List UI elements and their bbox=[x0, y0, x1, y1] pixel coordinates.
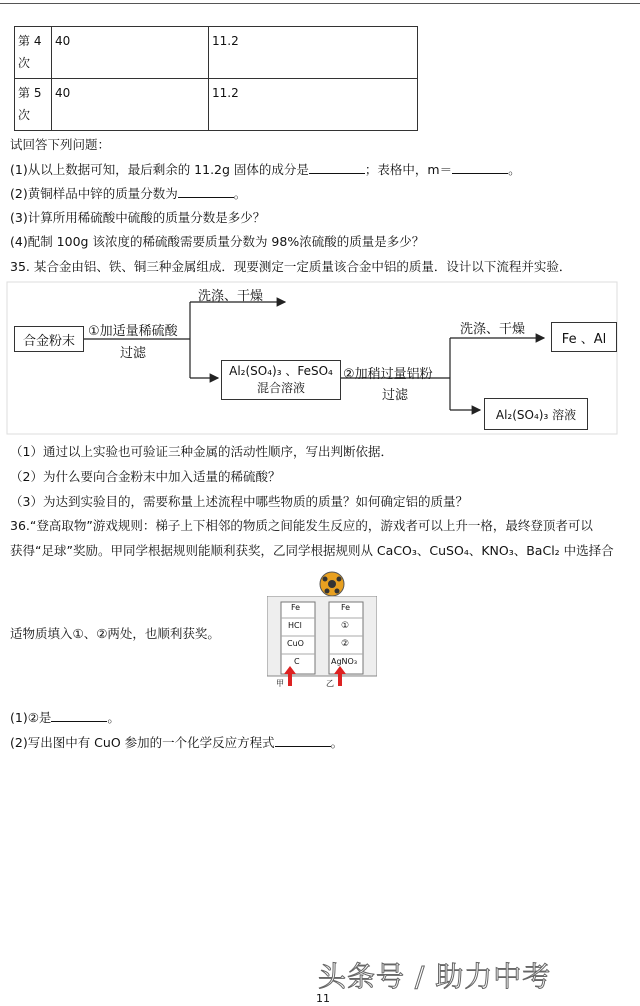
q35-title: 35. 某合金由铝、铁、铜三种金属组成．现要测定一定质量该合金中铝的质量．设计以下流程并实验． bbox=[10, 259, 572, 274]
ladder-right-cell: AgNO₃ bbox=[331, 657, 358, 666]
table-cell: 第 5 次 bbox=[15, 79, 52, 131]
q36-line-1: 36.“登高取物”游戏规则：梯子上下相邻的物质之间能发生反应的，游戏者可以上升一格，最终登顶者可以 bbox=[10, 518, 593, 533]
ladder-right-cell: ① bbox=[341, 621, 350, 631]
football-icon bbox=[318, 570, 346, 598]
ladder-left-cell: Fe bbox=[291, 603, 301, 612]
flow-product-fe-al: Fe 、Al bbox=[551, 322, 617, 352]
ladder-right-cell: ② bbox=[341, 639, 350, 649]
q36-answer-1 bbox=[10, 709, 120, 727]
q36-line-3: 适物质填入①、②两处，也顺利获奖。 bbox=[10, 626, 220, 641]
answer-blank bbox=[275, 734, 331, 747]
person-yi-label: 乙 bbox=[326, 679, 334, 688]
q34-q2-end: 。 bbox=[233, 186, 247, 201]
q34-q1-text: (1)从以上数据可知，最后剩余的 11.2g 固体的成分是 bbox=[10, 162, 309, 177]
solution-formula: Al₂(SO₄)₃ 、FeSO₄ bbox=[229, 364, 333, 378]
ladder-left-cell: C bbox=[294, 657, 300, 666]
q36-ans2-end: 。 bbox=[330, 735, 344, 750]
q35-sub-1: （1）通过以上实验也可验证三种金属的活动性顺序，写出判断依据． bbox=[10, 444, 393, 459]
q36-ans2-text: (2)写出图中有 CuO 参加的一个化学反应方程式 bbox=[10, 735, 275, 750]
q36-ans1-text: (1)②是 bbox=[10, 710, 52, 725]
q34-q1-end: 。 bbox=[508, 162, 521, 177]
ladder-game-figure bbox=[267, 596, 377, 692]
table-cell: 第 4 次 bbox=[15, 27, 52, 79]
table-cell: 40 bbox=[52, 27, 209, 79]
flow-wash1-label: 洗涤、干燥 bbox=[198, 289, 264, 304]
table-cell: 11.2 bbox=[209, 79, 418, 131]
table-cell: 40 bbox=[52, 79, 209, 131]
ladder-right-cell: Fe bbox=[341, 603, 351, 612]
answer-blank bbox=[51, 709, 107, 722]
q35-sub-2: （2）为什么要向合金粉末中加入适量的稀硫酸？ bbox=[10, 469, 281, 484]
person-jia-label: 甲 bbox=[276, 679, 284, 688]
flow-step2-label: ②加稍过量铝粉 bbox=[343, 367, 433, 382]
q34-question-4: (4)配制 100g 该浓度的稀硫酸需要质量分数为 98%浓硫酸的质量是多少？ bbox=[10, 234, 425, 249]
page-number: 11 bbox=[316, 992, 330, 1005]
flow-wash2-label: 洗涤、干燥 bbox=[460, 322, 526, 337]
ladder-left-cell: CuO bbox=[287, 639, 304, 648]
ladder-left-cell: HCl bbox=[288, 621, 302, 630]
q34-intro: 试回答下列问题： bbox=[10, 137, 111, 152]
q34-question-3: (3)计算所用稀硫酸中硫酸的质量分数是多少？ bbox=[10, 210, 266, 225]
q36-ans1-end: 。 bbox=[107, 710, 120, 725]
flow-filter1-label: 过滤 bbox=[120, 346, 147, 361]
q35-sub-3: （3）为达到实验目的，需要称量上述流程中哪些物质的质量？如何确定铝的质量？ bbox=[10, 494, 468, 509]
q34-q1-mid: ；表格中，m＝ bbox=[364, 162, 453, 177]
flow-step1-label: ①加适量稀硫酸 bbox=[88, 324, 178, 339]
solution-label: 混合溶液 bbox=[256, 381, 305, 395]
flow-mixed-solution-box bbox=[221, 360, 341, 400]
flow-filter2-label: 过滤 bbox=[382, 388, 409, 403]
flow-start-box: 合金粉末 bbox=[14, 326, 84, 352]
q36-line-2: 获得“足球”奖励。甲同学根据规则能顺利获奖，乙同学根据规则从 CaCO₃、CuSO₄、KNO₃、BaCl₂ 中选择合 bbox=[10, 543, 614, 558]
flow-product-solution: Al₂(SO₄)₃ 溶液 bbox=[484, 398, 588, 430]
table-cell: 11.2 bbox=[209, 27, 418, 79]
q36-answer-2 bbox=[10, 734, 343, 752]
watermark: 头条号 / 助力中考 bbox=[318, 960, 552, 993]
q34-q2-text: (2)黄铜样品中锌的质量分数为 bbox=[10, 186, 178, 201]
